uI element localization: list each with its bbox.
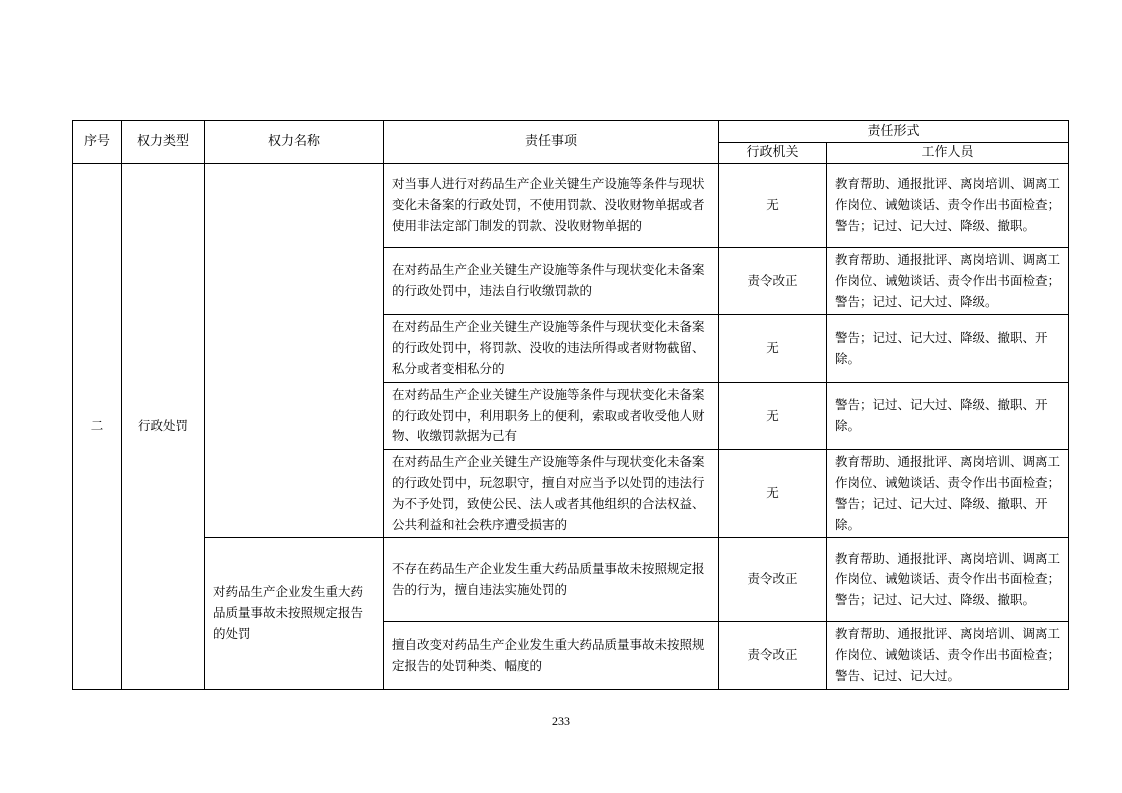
header-agency: 行政机关 xyxy=(719,143,827,164)
duty-cell: 在对药品生产企业关键生产设施等条件与现状变化未备案的行政处罚中，违法自行收缴罚款的 xyxy=(384,248,719,315)
staff-cell: 教育帮助、通报批评、离岗培训、调离工作岗位、诫勉谈话、责令作出书面检查；警告；记过、记大过、降级、撤职。 xyxy=(827,538,1069,622)
duty-cell: 擅自改变对药品生产企业发生重大药品质量事故未按照规定报告的处罚种类、幅度的 xyxy=(384,622,719,689)
group-power-name-2: 对药品生产企业发生重大药品质量事故未按照规定报告的处罚 xyxy=(205,538,384,689)
agency-cell: 无 xyxy=(719,315,827,382)
staff-cell: 教育帮助、通报批评、离岗培训、调离工作岗位、诫勉谈话、责令作出书面检查；警告；记过、记大过、降级、撤职、开除。 xyxy=(827,450,1069,538)
page-number: 233 xyxy=(552,714,570,728)
group-power-name-1 xyxy=(205,164,384,538)
staff-cell: 警告；记过、记大过、降级、撤职、开除。 xyxy=(827,315,1069,382)
header-seq: 序号 xyxy=(73,121,122,164)
agency-cell: 责令改正 xyxy=(719,622,827,689)
header-staff: 工作人员 xyxy=(827,143,1069,164)
responsibility-table xyxy=(72,120,1069,690)
group-seq: 二 xyxy=(73,164,122,690)
staff-cell: 教育帮助、通报批评、离岗培训、调离工作岗位、诫勉谈话、责令作出书面检查；警告；记过、记大过、降级。 xyxy=(827,248,1069,315)
duty-cell: 在对药品生产企业关键生产设施等条件与现状变化未备案的行政处罚中，将罚款、没收的违法所得或者财物截留、私分或者变相私分的 xyxy=(384,315,719,382)
agency-cell: 无 xyxy=(719,450,827,538)
agency-cell: 无 xyxy=(719,164,827,248)
agency-cell: 责令改正 xyxy=(719,248,827,315)
duty-cell: 对当事人进行对药品生产企业关键生产设施等条件与现状变化未备案的行政处罚，不使用罚款、没收财物单据或者使用非法定部门制发的罚款、没收财物单据的 xyxy=(384,164,719,248)
group-power-type: 行政处罚 xyxy=(122,164,205,690)
header-power-type: 权力类型 xyxy=(122,121,205,164)
header-form: 责任形式 xyxy=(719,121,1069,143)
duty-cell: 不存在药品生产企业发生重大药品质量事故未按照规定报告的行为，擅自违法实施处罚的 xyxy=(384,538,719,622)
staff-cell: 教育帮助、通报批评、离岗培训、调离工作岗位、诫勉谈话、责令作出书面检查；警告；记过、记大过、降级、撤职。 xyxy=(827,164,1069,248)
agency-cell: 责令改正 xyxy=(719,538,827,622)
header-power-name: 权力名称 xyxy=(205,121,384,164)
staff-cell: 警告；记过、记大过、降级、撤职、开除。 xyxy=(827,382,1069,449)
table-row xyxy=(73,164,1069,248)
agency-cell: 无 xyxy=(719,382,827,449)
table-row xyxy=(73,538,1069,622)
staff-cell: 教育帮助、通报批评、离岗培训、调离工作岗位、诫勉谈话、责令作出书面检查；警告、记过、记大过。 xyxy=(827,622,1069,689)
header-duty: 责任事项 xyxy=(384,121,719,164)
duty-cell: 在对药品生产企业关键生产设施等条件与现状变化未备案的行政处罚中，玩忽职守，擅自对应当予以处罚的违法行为不予处罚，致使公民、法人或者其他组织的合法权益、公共利益和社会秩序遭受损害的 xyxy=(384,450,719,538)
duty-cell: 在对药品生产企业关键生产设施等条件与现状变化未备案的行政处罚中，利用职务上的便利，索取或者收受他人财物、收缴罚款据为己有 xyxy=(384,382,719,449)
